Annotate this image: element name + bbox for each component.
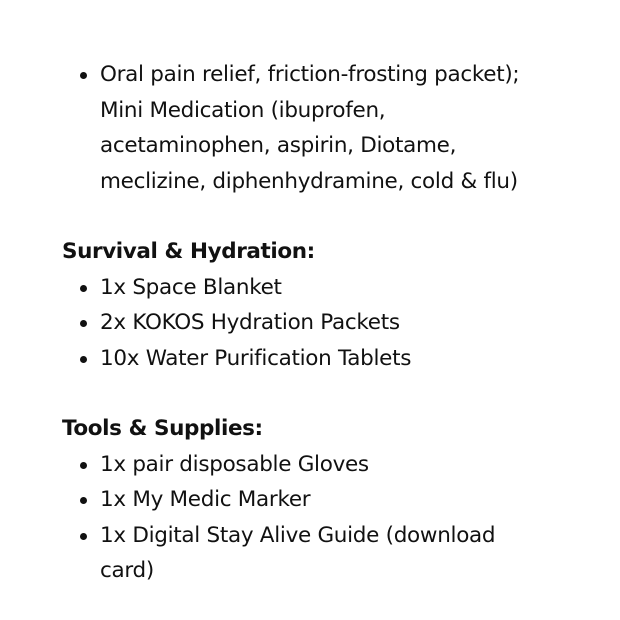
list-item: 1x My Medic Marker — [62, 482, 580, 518]
medication-list — [62, 57, 580, 199]
section-heading-survival: Survival & Hydration: — [62, 239, 315, 264]
survival-list — [62, 270, 580, 377]
section-spacer — [62, 199, 580, 234]
section-spacer — [62, 376, 580, 411]
list-item: 10x Water Purification Tablets — [62, 341, 580, 377]
list-item: 1x pair disposable Gloves — [62, 447, 580, 483]
list-item: Oral pain relief, friction-frosting packet); Mini Medication (ibuprofen, acetaminophen, aspirin, Diotame, meclizine, diphenhydramine, cold & flu) — [62, 57, 560, 199]
section-heading-tools: Tools & Supplies: — [62, 416, 263, 441]
list-item: 1x Digital Stay Alive Guide (download card) — [62, 518, 540, 589]
tools-list — [62, 447, 580, 589]
list-item: 2x KOKOS Hydration Packets — [62, 305, 580, 341]
list-item: 1x Space Blanket — [62, 270, 580, 306]
